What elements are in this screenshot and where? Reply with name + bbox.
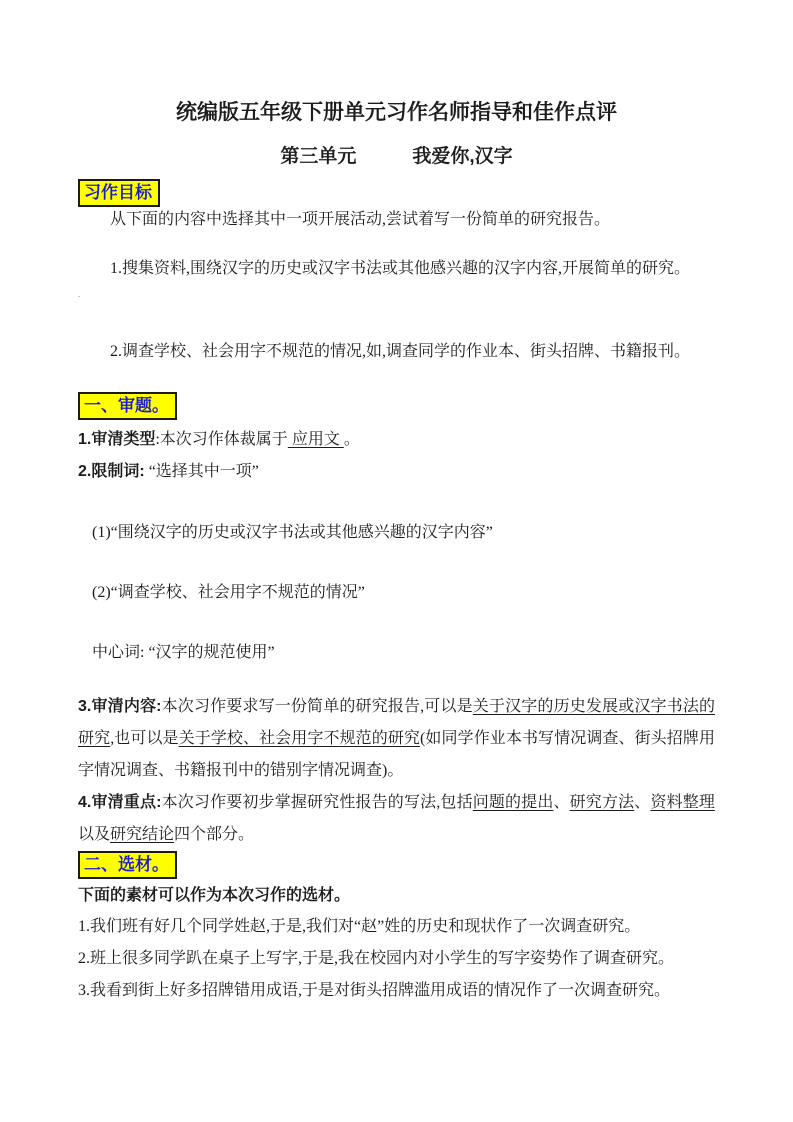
review-content-line: 3.审清内容:本次习作要求写一份简单的研究报告,可以是关于汉字的历史发展或汉字书法的研究,也可以是关于学校、社会用字不规范的研究(如同学作业本书写情况调查、街头招牌用字情况调查、书籍报刊中的错别字情况调查)。 [78,698,715,779]
section1-badge-row [78,392,715,420]
review-sub-item-2: (2)“调查学校、社会用字不规范的情况” [92,584,365,601]
selection-list [78,911,715,1007]
goal-intro-paragraph: 从下面的内容中选择其中一项开展活动,尝试着写一份简单的研究报告。 [110,211,611,228]
review-focus-line: 4.审清重点:本次习作要初步掌握研究性报告的写法,包括问题的提出、研究方法、资料整理以及研究结论四个部分。 [78,794,715,843]
review-type-line: 1.审清类型:本次习作体裁属于 应用文 。 [78,431,360,448]
goal-item-2: 2.调查学校、社会用字不规范的情况,如,调查同学的作业本、街头招牌、书籍报刊。 [110,343,691,360]
page-title: 统编版五年级下册单元习作名师指导和佳作点评 [176,101,617,124]
review-sub-item-1: (1)“围绕汉字的历史或汉字书法或其他感兴趣的汉字内容” [92,524,493,541]
selection-item: 2.班上很多同学趴在桌子上写字,于是,我在校园内对小学生的写字姿势作了调查研究。 [78,950,675,967]
review-center-word: 中心词: “汉字的规范使用” [92,644,275,661]
selection-lead: 下面的素材可以作为本次习作的选材。 [78,887,351,904]
review-limit-line: 2.限制词: “选择其中一项” [78,463,259,480]
unit-subtitle [78,144,715,169]
section2-badge-row [78,851,715,879]
section1-badge: 一、审题。 [78,392,177,420]
selection-item: 1.我们班有好几个同学姓赵,于是,我们对“赵”姓的历史和现状作了一次调查研究。 [78,918,641,935]
goal-item-1: 1.搜集资料,围绕汉字的历史或汉字书法或其他感兴趣的汉字内容,开展简单的研究。 [110,260,691,277]
unit-name: 我爱你,汉字 [412,146,513,167]
goal-section-badge: 习作目标 [78,179,160,207]
goal-badge-row [78,179,715,207]
stray-mark: . [78,289,81,299]
selection-item: 3.我看到街上好多招牌错用成语,于是对街头招牌滥用成语的情况作了一次调查研究。 [78,982,671,999]
unit-number: 第三单元 [280,146,357,167]
section2-badge: 二、选材。 [78,851,177,879]
